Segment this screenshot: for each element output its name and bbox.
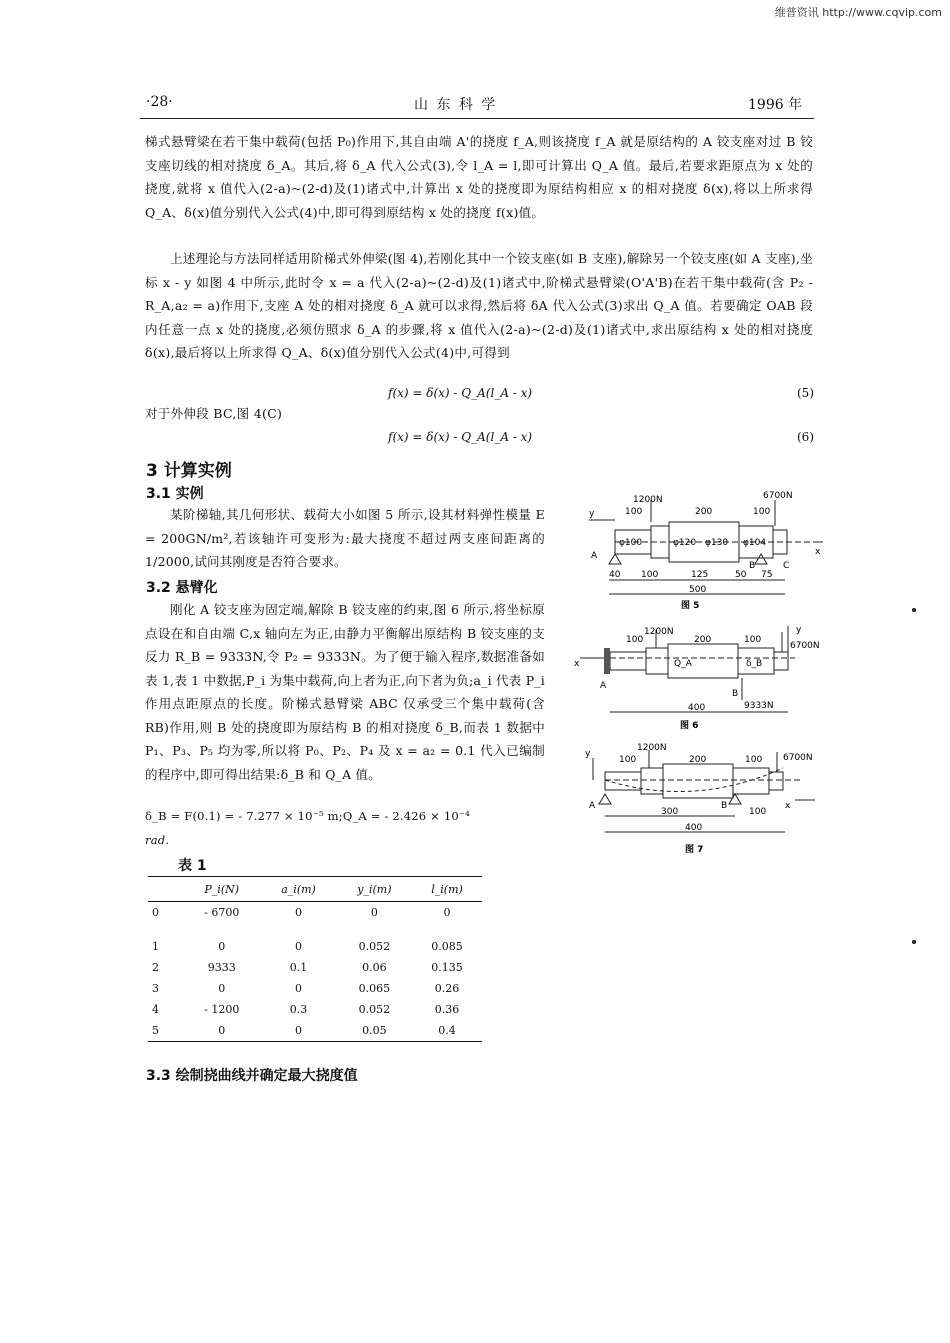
- table-cell: 0: [370, 906, 378, 919]
- axis-label: y: [589, 509, 595, 519]
- table-cell: 0.085: [431, 940, 463, 953]
- load-label: 6700N: [790, 641, 820, 651]
- figure-6: [570, 622, 825, 732]
- shaft-step: [733, 768, 769, 794]
- total-dim-label: 400: [685, 823, 703, 833]
- table-header-cell: P_i(N): [183, 877, 260, 902]
- dim-label: 100: [641, 570, 659, 580]
- table-cell: 0.26: [434, 982, 460, 995]
- dim-label: 200: [689, 755, 707, 765]
- axis-label: y: [585, 749, 591, 759]
- axis-label: x: [785, 801, 791, 811]
- section-3-1-text: 某阶梯轴,其几何形状、载荷大小如图 5 所示,设其材料弹性模量 E = 200GN/m²,若该轴许可变形为:最大挠度不超过两支座间距离的 1/2000,试问其刚度是否符合要求。: [145, 507, 545, 569]
- table-1: [148, 876, 482, 1042]
- paragraph-2: 上述理论与方法同样适用阶梯式外伸梁(图 4),若刚化其中一个铰支座(如 B 支座),解除另一个铰支座(如 A 支座),坐标 x - y 如图 4 中所示,此时令 x = a 代入(2-a)~(2-d)及(1)诸式中,阶梯式悬臂梁(O'A'B)在若干集中载荷(含 P₂ - R_A,a₂ = a)作用下,支座 A 处的相对挠度 δ_A 就可以求得,然后将 δA 代入公式(3)求出 Q_A 值。若要确定 OAB 段内任意一点 x 处的挠度,必须仿照求 δ_A 的步骤,将 x 值代入(2-a)~(2-d)及(1)诸式中,求出原结构 x 处的相对挠度 δ(x),最后将以上所求得 Q_A、δ(x)值分别代入公式(4)中,可得到: [145, 251, 813, 360]
- dim-label: 100: [753, 507, 771, 517]
- table-cell: 0: [443, 906, 451, 919]
- dim-label: 100: [619, 755, 637, 765]
- shaft-step: [774, 652, 788, 670]
- table-cell: 0: [218, 940, 226, 953]
- deflection-label: δ_B: [746, 659, 763, 669]
- table-cell: 0.065: [358, 982, 391, 995]
- section-3-2-text: 刚化 A 铰支座为固定端,解除 B 铰支座的约束,图 6 所示,将坐标原点设在和自由端 C,x 轴向左为正,由静力平衡解出原结构 B 铰支座的支反力 R_B = 9333N,令 P₂ = 9333N。为了便于输入程序,数据准备如表 1,表 1 中数据,P_i 为集中载荷,向上者为正,向下者为负;a_i 代表 P_i 作用点距原点的长度。阶梯式悬臂梁 ABC 仅承受三个集中载荷(含 RB)作用,则 B 处的挠度即为原结构 B 的相对挠度 δ_B,而表 1 数据中 P₁、P₃、P₅ 均为零,所以将 P₀、P₂、P₄ 及 x = a₂ = 0.1 代入已编制的程序中,即可得出结果:δ_B 和 Q_A 值。: [145, 602, 545, 782]
- table-cell: 5: [148, 1020, 183, 1042]
- dim-label: 100: [625, 507, 643, 517]
- table-cell: 9333: [207, 961, 236, 974]
- table-cell: 0: [183, 1020, 260, 1042]
- dim-label: 40: [609, 570, 621, 580]
- shaft-step: [646, 648, 668, 674]
- publication-year: 1996 年: [748, 97, 803, 113]
- dim-label: 100: [749, 807, 767, 817]
- support-a: [609, 554, 621, 564]
- shaft-step: [610, 652, 646, 670]
- margin-dot: [912, 940, 916, 944]
- diameter-label: φ104: [743, 538, 767, 548]
- margin-dot: [912, 608, 916, 612]
- dim-label: 125: [691, 570, 709, 580]
- figure-7-caption: 图 7: [685, 845, 704, 855]
- watermark-text: 维普资讯 http://www.cqvip.com: [774, 6, 942, 19]
- shaft-step: [769, 772, 783, 790]
- table-row: [148, 999, 482, 1020]
- table-cell: 0: [295, 940, 303, 953]
- table-cell: - 1200: [204, 1003, 240, 1016]
- figure-5-caption: 图 5: [681, 601, 700, 610]
- page-number: ·28·: [146, 94, 173, 110]
- table-cell: 0: [152, 906, 159, 919]
- total-dim-label: 500: [689, 585, 707, 595]
- load-label: 9333N: [744, 701, 774, 711]
- table-row: [148, 902, 482, 937]
- support-a: [599, 794, 611, 804]
- figure-6-caption: 图 6: [680, 721, 699, 731]
- section-3-1-heading: 3.1 实例: [146, 486, 204, 502]
- load-label: 6700N: [783, 753, 813, 763]
- support-b: [755, 554, 767, 564]
- table-header-cell: [148, 877, 183, 902]
- table-cell: 0.3: [289, 1003, 308, 1016]
- dim-label: 50: [735, 570, 747, 580]
- diameter-label: φ100: [619, 538, 643, 548]
- section-3-2-heading: 3.2 悬臂化: [146, 580, 218, 596]
- dim-label: 300: [661, 807, 679, 817]
- dim-label: 100: [745, 755, 763, 765]
- table-cell: 0: [260, 1020, 336, 1042]
- point-label: C: [783, 561, 790, 571]
- table-row: [148, 957, 482, 978]
- paragraph-3: 对于外伸段 BC,图 4(C): [145, 406, 283, 421]
- point-label: A: [589, 801, 596, 811]
- journal-title: 山 东 科 学: [414, 97, 498, 113]
- shaft-step: [663, 764, 733, 798]
- dim-label: 100: [744, 635, 762, 645]
- figure-5: [585, 488, 825, 610]
- table-cell: - 6700: [204, 906, 240, 919]
- dim-label: 200: [694, 635, 712, 645]
- axis-label: y: [796, 625, 802, 635]
- load-label: 6700N: [763, 491, 793, 501]
- table-header-cell: y_i(m): [337, 877, 412, 902]
- equation-6-number: (6): [797, 430, 814, 444]
- result-unit: rad.: [145, 833, 170, 847]
- table-row: [148, 1020, 482, 1042]
- table-cell: 0.1: [289, 961, 308, 974]
- table-cell: 0.36: [434, 1003, 460, 1016]
- fixed-support-a: [604, 648, 610, 674]
- paragraph-1: 梯式悬臂梁在若干集中载荷(包括 P₀)作用下,其自由端 A'的挠度 f_A,则该挠度 f_A 就是原结构的 A 铰支座对过 B 铰支座切线的相对挠度 δ_A。其后,将 δ_A 代入公式(3),令 l_A = l,即可计算出 Q_A 值。最后,若要求距原点为 x 处的挠度,就将 x 值代入(2-a)~(2-d)及(1)诸式中,计算出 x 处的挠度即为原结构相应 x 的相对挠度 δ(x),将以上所求得 Q_A、δ(x)值分别代入公式(4)中,即可得到原结构 x 处的挠度 f(x)值。: [145, 134, 813, 220]
- point-label: A: [600, 681, 607, 691]
- table-header-cell: a_i(m): [260, 877, 336, 902]
- table-cell: 4: [152, 1003, 159, 1016]
- axis-label: x: [574, 659, 580, 669]
- load-label: 1200N: [637, 743, 667, 753]
- equation-5-number: (5): [797, 386, 814, 400]
- point-label: B: [721, 801, 728, 811]
- table-cell: 0.4: [412, 1020, 482, 1042]
- equation-5: f(x) = δ(x) - Q_A(l_A - x): [388, 386, 533, 400]
- diameter-label: φ120: [673, 538, 697, 548]
- section-3-3-heading: 3.3 绘制挠曲线并确定最大挠度值: [146, 1068, 358, 1084]
- section-3-heading: 3 计算实例: [146, 461, 232, 481]
- axis-label: x: [815, 547, 821, 557]
- table-cell: 0.05: [337, 1020, 412, 1042]
- table-cell: 3: [152, 982, 159, 995]
- figure-7: [585, 738, 825, 856]
- result-line: δ_B = F(0.1) = - 7.277 × 10⁻⁵ m;Q_A = - 2.426 × 10⁻⁴: [145, 809, 470, 823]
- total-dim-label: 400: [688, 703, 706, 713]
- dim-label: 75: [761, 570, 773, 580]
- table-cell: 0.052: [358, 940, 391, 953]
- dim-label: 100: [626, 635, 644, 645]
- dim-label: 200: [695, 507, 713, 517]
- table-cell: 0: [295, 906, 303, 919]
- support-b: [729, 794, 741, 804]
- diameter-label: φ130: [705, 538, 729, 548]
- table-row: [148, 936, 482, 957]
- point-label: B: [749, 561, 756, 571]
- header-rule: [140, 118, 814, 119]
- table-header-cell: l_i(m): [412, 877, 482, 902]
- load-label: 1200N: [644, 627, 674, 637]
- table-cell: 1: [152, 940, 159, 953]
- table-cell: 0: [295, 982, 303, 995]
- shaft-step: [641, 768, 663, 794]
- table-cell: 0.06: [362, 961, 387, 974]
- load-label: 1200N: [633, 495, 663, 505]
- equation-6: f(x) = δ(x) - Q_A(l_A - x): [388, 430, 533, 444]
- table-row: [148, 978, 482, 999]
- table-cell: 0: [218, 982, 226, 995]
- table-cell: 0.052: [358, 1003, 391, 1016]
- slope-label: Q_A: [674, 659, 692, 669]
- table-cell: 0.135: [431, 961, 463, 974]
- table-cell: 2: [152, 961, 159, 974]
- point-label: B: [732, 689, 739, 699]
- table-header-row: [148, 877, 482, 902]
- point-label: A: [591, 551, 598, 561]
- table-1-caption: 表 1: [178, 858, 207, 874]
